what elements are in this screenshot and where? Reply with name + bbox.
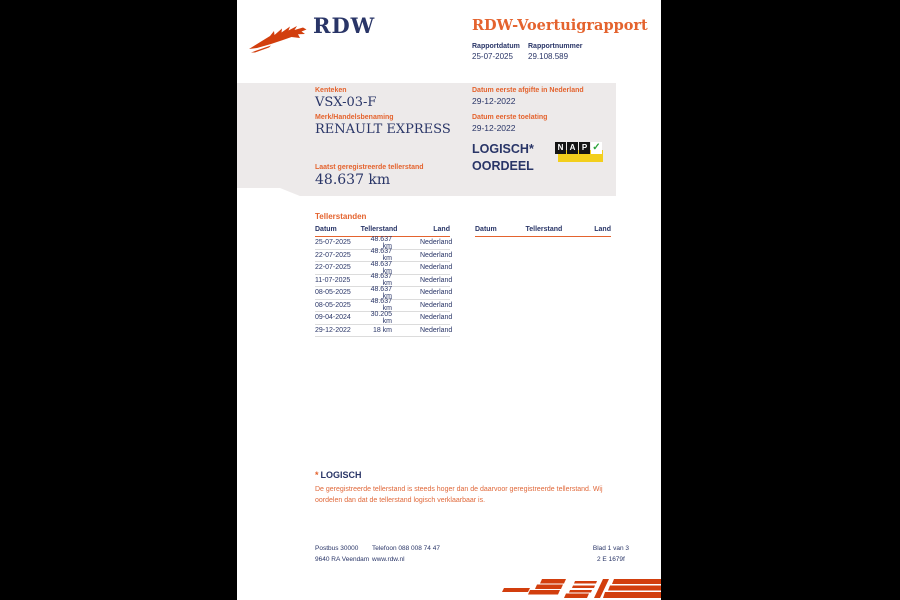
note-body: De geregistreerde tellerstand is steeds hoger dan de daarvoor geregistreerde tellerstand. Wij oordelen dan dat de tellerstand logisch verklaarbaar is. — [315, 486, 603, 504]
table-header-row — [475, 224, 611, 237]
afgifte-value: 29-12-2022 — [472, 96, 516, 106]
report-date-value: 25-07-2025 — [472, 52, 513, 61]
cell-datum: 22-07-2025 — [315, 264, 351, 272]
note-title-text: LOGISCH — [320, 470, 362, 480]
cell-datum: 08-05-2025 — [315, 301, 351, 309]
footer-contact — [372, 543, 440, 565]
col-header-land: Land — [433, 226, 450, 233]
toelating-label: Datum eerste toelating — [472, 114, 548, 121]
tellerstand-value: 48.637 km — [315, 172, 391, 188]
cell-tellerstand: 30.205 km — [370, 310, 392, 325]
cell-datum: 11-07-2025 — [315, 276, 351, 284]
cell-datum: 08-05-2025 — [315, 289, 351, 297]
cell-land: Nederland — [420, 301, 453, 309]
vehicle-summary-box — [237, 83, 616, 196]
footer-website[interactable]: www.rdw.nl — [372, 556, 405, 563]
nap-check-icon: ✓ — [592, 142, 601, 153]
table-row — [315, 325, 453, 338]
kenteken-value: VSX-03-F — [315, 95, 377, 110]
oordeel-text — [472, 141, 534, 175]
afgifte-label: Datum eerste afgifte in Nederland — [472, 87, 584, 94]
cell-land: Nederland — [420, 314, 453, 322]
footer-address — [315, 543, 369, 565]
footer-address-line2: 9640 RA Veendam — [315, 556, 370, 563]
cell-land: Nederland — [420, 264, 453, 272]
table-body — [315, 235, 453, 337]
cell-tellerstand: 48.637 km — [370, 298, 392, 313]
nap-letter-p: P — [579, 142, 590, 154]
tellerstanden-table-left — [315, 224, 453, 337]
cell-land: Nederland — [420, 251, 453, 259]
cell-land: Nederland — [420, 239, 453, 247]
nap-letter-a: A — [567, 142, 578, 154]
footer-phone: Telefoon 088 008 74 47 — [372, 545, 440, 552]
table-row — [315, 310, 453, 325]
footer-address-line1: Postbus 30000 — [315, 545, 359, 552]
report-number-label: Rapportnummer — [528, 43, 583, 50]
nap-logo — [555, 142, 603, 163]
cell-tellerstand: 48.637 km — [370, 248, 392, 263]
cell-land: Nederland — [420, 326, 453, 334]
nap-letter-n: N — [555, 142, 566, 154]
report-page — [237, 0, 661, 600]
tellerstand-label: Laatst geregistreerde tellerstand — [315, 164, 424, 171]
cell-land: Nederland — [420, 276, 453, 284]
page-title: RDW-Voertuigrapport — [472, 17, 648, 34]
cell-tellerstand: 48.637 km — [370, 260, 392, 275]
table-title: Tellerstanden — [315, 212, 367, 221]
tellerstanden-table-right — [475, 224, 611, 237]
col-header-tellerstand: Tellerstand — [360, 226, 398, 233]
speedlines-graphic — [486, 576, 661, 600]
cell-land: Nederland — [420, 289, 453, 297]
cell-tellerstand: 48.637 km — [370, 235, 392, 250]
footer-form-code: 2 E 1679f — [597, 556, 625, 563]
brand-wordmark: RDW — [313, 13, 376, 38]
merk-value: RENAULT EXPRESS — [315, 122, 451, 137]
cell-tellerstand: 18 km — [372, 326, 392, 334]
col-header-datum: Datum — [315, 226, 337, 233]
col-header-land: Land — [594, 226, 611, 233]
toelating-value: 29-12-2022 — [472, 123, 516, 133]
rdw-wing-logo-icon — [248, 16, 312, 56]
col-header-datum: Datum — [475, 226, 497, 233]
cell-datum: 22-07-2025 — [315, 251, 351, 259]
merk-label: Merk/Handelsbenaming — [315, 114, 394, 121]
cell-tellerstand: 48.637 km — [370, 273, 392, 288]
report-date-label: Rapportdatum — [472, 43, 520, 50]
oordeel-line1: LOGISCH* — [472, 142, 534, 156]
cell-datum: 25-07-2025 — [315, 239, 351, 247]
cell-tellerstand: 48.637 km — [370, 285, 392, 300]
col-header-tellerstand: Tellerstand — [525, 226, 563, 233]
report-number-value: 29.108.589 — [528, 52, 569, 61]
note-title — [315, 470, 362, 480]
oordeel-line2: OORDEEL — [472, 159, 534, 173]
footer-page-info — [593, 543, 629, 565]
kenteken-label: Kenteken — [315, 87, 347, 94]
cell-datum: 09-04-2024 — [315, 314, 351, 322]
footer-page-indicator: Blad 1 van 3 — [592, 545, 629, 552]
cell-datum: 29-12-2022 — [315, 326, 351, 334]
footnote-asterisk: * — [315, 470, 319, 480]
